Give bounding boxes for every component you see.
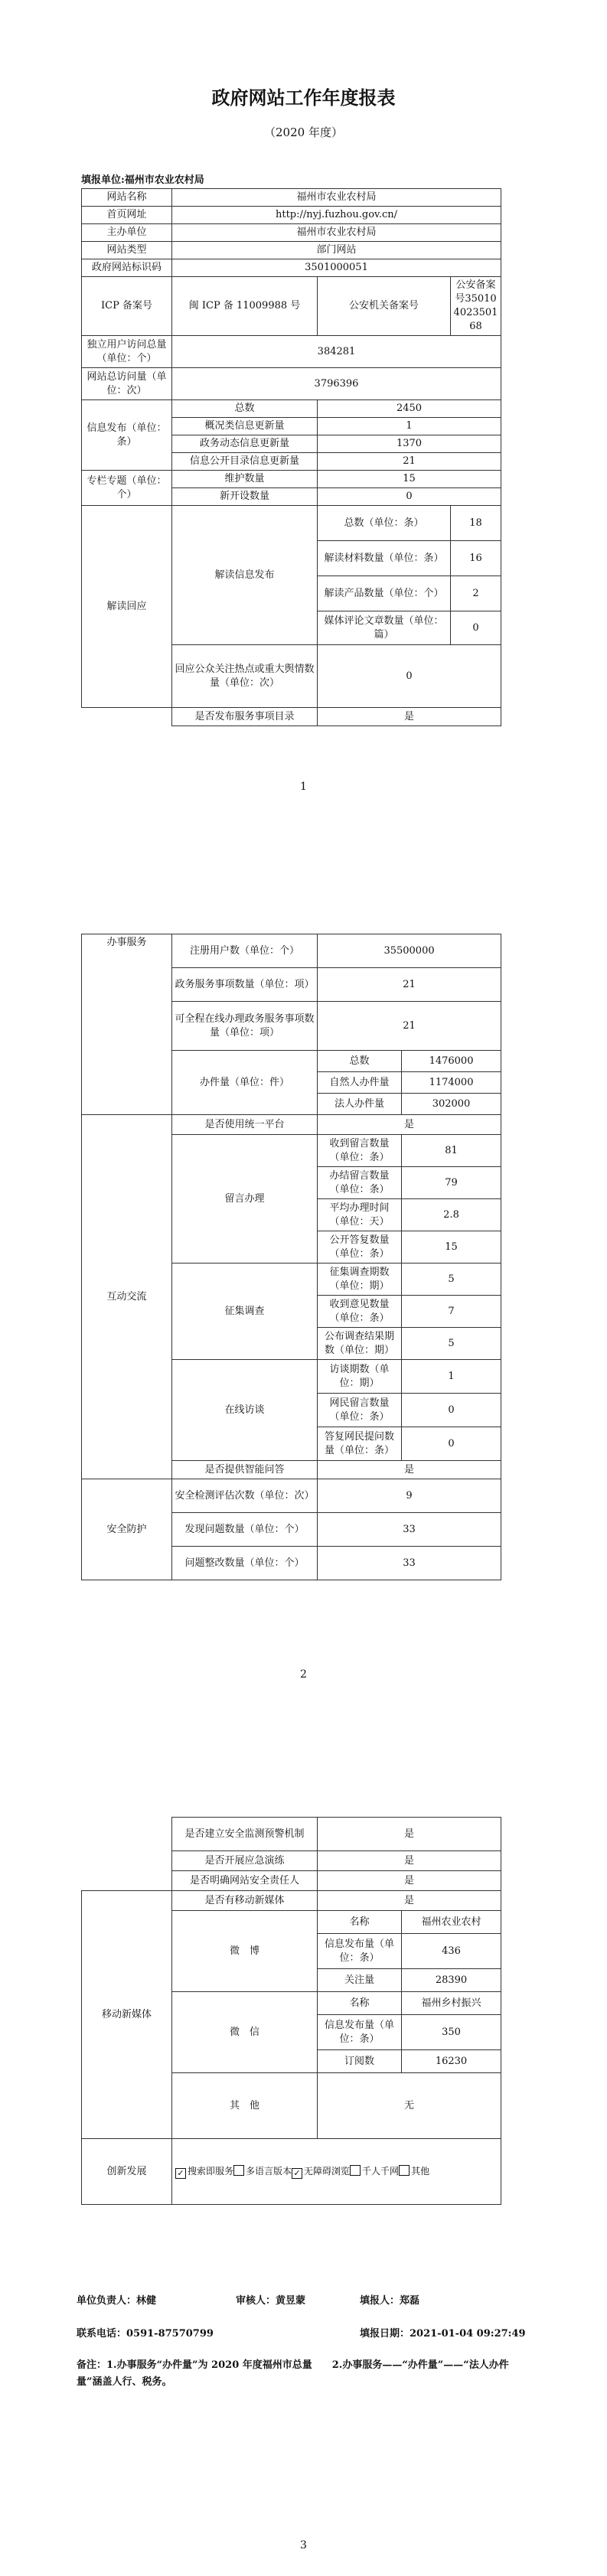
vol-total-label: 总数 xyxy=(318,1051,402,1072)
talk-label: 在线访谈 xyxy=(172,1360,318,1461)
checkbox[interactable] xyxy=(399,2165,410,2176)
interp-material-label: 解读材料数量（单位：条） xyxy=(318,541,451,576)
uv-value: 384281 xyxy=(172,336,501,368)
msg-done: 79 xyxy=(402,1167,501,1199)
reviewer: 审核人：黄昱蒙 xyxy=(236,2295,306,2307)
checkbox[interactable] xyxy=(350,2165,361,2176)
guide-label: 是否发布服务事项目录 xyxy=(172,708,318,726)
checkbox[interactable]: ✓ xyxy=(175,2168,186,2179)
smartqa-value: 是 xyxy=(318,1461,501,1479)
sv-periods-label: 征集调查期数（单位：期） xyxy=(318,1264,402,1296)
msg-pub: 15 xyxy=(402,1231,501,1264)
info-overview: 1 xyxy=(318,418,501,435)
warn-label: 是否建立安全监测预警机制 xyxy=(172,1818,318,1851)
msg-label: 留言办理 xyxy=(172,1135,318,1264)
wx-posts-label: 信息发布量（单位：条） xyxy=(318,2015,402,2050)
sec-checks: 9 xyxy=(318,1479,501,1513)
checkbox[interactable] xyxy=(233,2165,244,2176)
report-title: 政府网站工作年度报表 xyxy=(211,86,396,109)
interp-total-label: 总数（单位：条） xyxy=(318,506,451,541)
sec-fixed-label: 问题整改数量（单位：个） xyxy=(172,1547,318,1580)
unified-value: 是 xyxy=(318,1115,501,1135)
site-type-label: 网站类型 xyxy=(82,242,172,259)
unit-head: 单位负责人：林健 xyxy=(77,2295,157,2307)
page2-table xyxy=(81,934,501,1580)
other-value: 无 xyxy=(318,2073,501,2139)
wx-name-label: 名称 xyxy=(318,1992,402,2015)
vol-total: 1476000 xyxy=(402,1051,501,1072)
tk-periods-label: 访谈期数（单位：期） xyxy=(318,1360,402,1394)
weibo-label: 微 博 xyxy=(172,1911,318,1992)
tk-answer-label: 答复网民提问数量（单位：条） xyxy=(318,1427,402,1461)
checkbox[interactable]: ✓ xyxy=(292,2168,302,2179)
page3-table xyxy=(81,1817,501,2205)
topic-new: 0 xyxy=(318,488,501,506)
owner-label: 是否明确网站安全责任人 xyxy=(172,1871,318,1891)
wb-name-label: 名称 xyxy=(318,1911,402,1934)
page-number: 3 xyxy=(300,2539,307,2552)
sv-views: 7 xyxy=(402,1296,501,1328)
drill-value: 是 xyxy=(318,1851,501,1871)
sponsor-label: 主办单位 xyxy=(82,224,172,242)
smartqa-label: 是否提供智能问答 xyxy=(172,1461,318,1479)
innov-option[interactable]: 其他 xyxy=(399,2166,429,2177)
sponsor: 福州市农业农村局 xyxy=(172,224,501,242)
reg-value: 35500000 xyxy=(318,934,501,968)
msg-recv: 81 xyxy=(402,1135,501,1167)
innov-option[interactable]: 多语言版本 xyxy=(233,2166,292,2177)
sec-fixed: 33 xyxy=(318,1547,501,1580)
warn-value: 是 xyxy=(318,1818,501,1851)
info-open: 21 xyxy=(318,453,501,471)
info-news: 1370 xyxy=(318,435,501,453)
sec-found: 33 xyxy=(318,1513,501,1547)
interp-media: 0 xyxy=(451,611,501,645)
items-label: 政务服务事项数量（单位：项） xyxy=(172,968,318,1002)
wb-posts-label: 信息发布量（单位：条） xyxy=(318,1934,402,1969)
innov-option[interactable]: ✓ 无障碍浏览 xyxy=(292,2166,350,2177)
interp-media-label: 媒体评论文章数量（单位：篇） xyxy=(318,611,451,645)
innov-options xyxy=(172,2139,501,2205)
security-label: 安全防护 xyxy=(82,1479,172,1580)
sec-checks-label: 安全检测评估次数（单位：次） xyxy=(172,1479,318,1513)
drill-label: 是否开展应急演练 xyxy=(172,1851,318,1871)
vol-legal-label: 法人办件量 xyxy=(318,1094,402,1115)
page-number: 2 xyxy=(300,1668,307,1681)
site-name-label: 网站名称 xyxy=(82,189,172,207)
pv-label: 网站总访问量（单位：次） xyxy=(82,368,172,400)
tk-answer: 0 xyxy=(402,1427,501,1461)
pv-value: 3796396 xyxy=(172,368,501,400)
interp-product-label: 解读产品数量（单位：个） xyxy=(318,576,451,611)
page-number: 1 xyxy=(300,781,307,793)
has-mobile-label: 是否有移动新媒体 xyxy=(172,1891,318,1911)
filing-date: 填报日期：2021-01-04 09:27:49 xyxy=(360,2328,526,2340)
msg-days-label: 平均办理时间（单位：天） xyxy=(318,1199,402,1231)
tk-periods: 1 xyxy=(402,1360,501,1394)
volume-label: 办件量（单位：件） xyxy=(172,1051,318,1115)
wb-follow: 28390 xyxy=(402,1969,501,1992)
vol-person: 1174000 xyxy=(402,1072,501,1094)
remarks: 备注：1.办事服务“办件量”为 2020 年度福州市总量 2.办事服务——“办件量”——“法人办件量”涵盖人行、税务。 xyxy=(77,2359,509,2388)
page1-table xyxy=(81,188,501,726)
home-url-label: 首页网址 xyxy=(82,207,172,224)
info-total: 2450 xyxy=(318,400,501,418)
wb-posts: 436 xyxy=(402,1934,501,1969)
filing-org: 填报单位:福州市农业农村局 xyxy=(81,174,204,186)
wx-sub: 16230 xyxy=(402,2050,501,2073)
police-label: 公安机关备案号 xyxy=(318,277,451,336)
guide-value: 是 xyxy=(318,708,501,726)
interp-material: 16 xyxy=(451,541,501,576)
site-type: 部门网站 xyxy=(172,242,501,259)
vol-person-label: 自然人办件量 xyxy=(318,1072,402,1094)
vol-legal: 302000 xyxy=(402,1094,501,1115)
hot-label: 回应公众关注热点或重大舆情数量（单位：次） xyxy=(172,645,318,708)
uv-label: 独立用户访问总量（单位：个） xyxy=(82,336,172,368)
topic-maint-label: 维护数量 xyxy=(172,471,318,488)
msg-days: 2.8 xyxy=(402,1199,501,1231)
innov-option[interactable]: 千人千网 xyxy=(350,2166,399,2177)
topic-maint: 15 xyxy=(318,471,501,488)
online-label: 可全程在线办理政务服务事项数量（单位：项） xyxy=(172,1002,318,1051)
wb-name: 福州农业农村 xyxy=(402,1911,501,1934)
unified-label: 是否使用统一平台 xyxy=(172,1115,318,1135)
service-label: 办事服务 xyxy=(82,934,172,1115)
response-label: 解读回应 xyxy=(82,506,172,708)
interp-product: 2 xyxy=(451,576,501,611)
home-url: http://nyj.fuzhou.gov.cn/ xyxy=(172,207,501,224)
interp-label: 解读信息发布 xyxy=(172,506,318,645)
sec-found-label: 发现问题数量（单位：个） xyxy=(172,1513,318,1547)
icp-label: ICP 备案号 xyxy=(82,277,172,336)
innov-option[interactable]: ✓ 搜索即服务 xyxy=(175,2166,233,2177)
msg-pub-label: 公开答复数量（单位：条） xyxy=(318,1231,402,1264)
site-code-label: 政府网站标识码 xyxy=(82,259,172,277)
owner-value: 是 xyxy=(318,1871,501,1891)
hot-value: 0 xyxy=(318,645,501,708)
icp-number: 闽 ICP 备 11009988 号 xyxy=(172,277,318,336)
tk-msg-label: 网民留言数量（单位：条） xyxy=(318,1394,402,1427)
topic-new-label: 新开设数量 xyxy=(172,488,318,506)
info-open-label: 信息公开目录信息更新量 xyxy=(172,453,318,471)
info-total-label: 总数 xyxy=(172,400,318,418)
wx-name: 福州乡村振兴 xyxy=(402,1992,501,2015)
msg-recv-label: 收到留言数量（单位：条） xyxy=(318,1135,402,1167)
sv-result-label: 公布调查结果期数（单位：期） xyxy=(318,1328,402,1360)
report-year: （2020 年度） xyxy=(264,126,343,139)
survey-label: 征集调查 xyxy=(172,1264,318,1360)
reg-label: 注册用户数（单位：个） xyxy=(172,934,318,968)
info-label: 信息发布（单位：条） xyxy=(82,400,172,471)
wx-sub-label: 订阅数 xyxy=(318,2050,402,2073)
innov-label: 创新发展 xyxy=(82,2139,172,2205)
filler: 填报人：郑磊 xyxy=(360,2295,420,2307)
site-code: 3501000051 xyxy=(172,259,501,277)
items-value: 21 xyxy=(318,968,501,1002)
contact-phone: 联系电话：0591-87570799 xyxy=(77,2328,214,2340)
interact-label: 互动交流 xyxy=(82,1115,172,1479)
mobile-label: 移动新媒体 xyxy=(82,1891,172,2139)
info-overview-label: 概况类信息更新量 xyxy=(172,418,318,435)
tk-msg: 0 xyxy=(402,1394,501,1427)
has-mobile: 是 xyxy=(318,1891,501,1911)
sv-views-label: 收到意见数量（单位：条） xyxy=(318,1296,402,1328)
wx-posts: 350 xyxy=(402,2015,501,2050)
other-label: 其 他 xyxy=(172,2073,318,2139)
interp-total: 18 xyxy=(451,506,501,541)
police-number: 公安备案号35010402350168 xyxy=(451,277,501,336)
sv-periods: 5 xyxy=(402,1264,501,1296)
wb-follow-label: 关注量 xyxy=(318,1969,402,1992)
online-value: 21 xyxy=(318,1002,501,1051)
topic-label: 专栏专题（单位：个） xyxy=(82,471,172,506)
msg-done-label: 办结留言数量（单位：条） xyxy=(318,1167,402,1199)
wechat-label: 微 信 xyxy=(172,1992,318,2073)
info-news-label: 政务动态信息更新量 xyxy=(172,435,318,453)
sv-result: 5 xyxy=(402,1328,501,1360)
site-name: 福州市农业农村局 xyxy=(172,189,501,207)
